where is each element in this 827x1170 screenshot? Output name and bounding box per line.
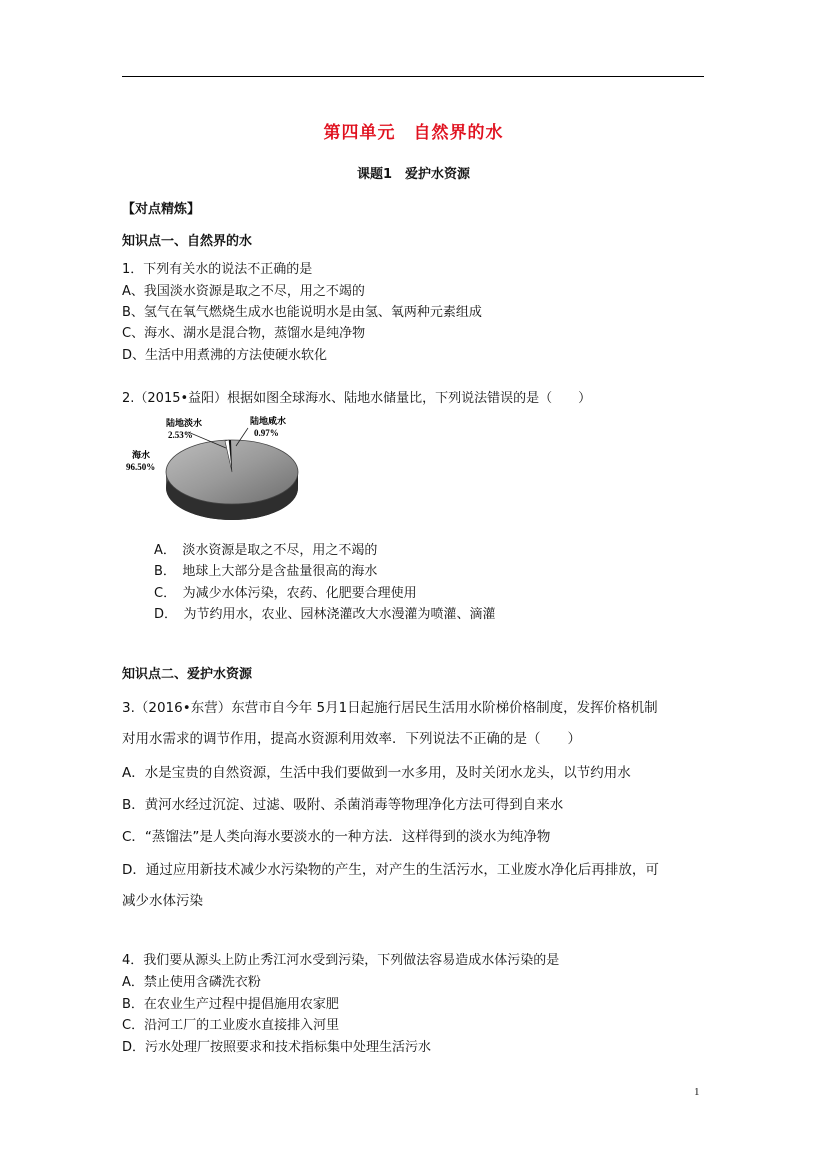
q3-option-d-line1: D．通过应用新技术减少水污染物的产生，对产生的生活污水，工业废水净化后再排放，可 bbox=[122, 862, 659, 878]
q3-option-b: B．黄河水经过沉淀、过滤、吸附、杀菌消毒等物理净化方法可得到自来水 bbox=[122, 797, 564, 813]
q4-option-a: A．禁止使用含磷洗衣粉 bbox=[122, 975, 261, 990]
kp1-heading: 知识点一、自然界的水 bbox=[122, 234, 253, 249]
header-rule bbox=[122, 76, 704, 77]
q4-option-d: D．污水处理厂按照要求和技术指标集中处理生活污水 bbox=[122, 1040, 432, 1055]
label-fresh-value: 2.53% bbox=[168, 430, 193, 440]
page-number: 1 bbox=[694, 1086, 700, 1098]
q4-stem: 4．我们要从源头上防止秀江河水受到污染，下列做法容易造成水体污染的是 bbox=[122, 953, 560, 968]
label-salt-value: 0.97% bbox=[254, 428, 279, 438]
q2-option-c: C． 为减少水体污染，农药、化肥要合理使用 bbox=[154, 586, 417, 601]
q2-option-b: B． 地球上大部分是含盐量很高的海水 bbox=[154, 564, 378, 579]
kp2-heading: 知识点二、爱护水资源 bbox=[122, 667, 253, 682]
q3-option-c: C．“蒸馏法”是人类向海水要淡水的一种方法．这样得到的淡水为纯净物 bbox=[122, 829, 551, 845]
q3-stem-line2: 对用水需求的调节作用，提高水资源利用效率．下列说法不正确的是（ ） bbox=[122, 731, 581, 747]
q1-option-d: D、生活中用煮沸的方法使硬水软化 bbox=[122, 348, 328, 363]
q2-option-a: A． 淡水资源是取之不尽，用之不竭的 bbox=[154, 543, 378, 558]
lesson-title: 课题1 爱护水资源 bbox=[356, 167, 471, 182]
q3-option-d-line2: 减少水体污染 bbox=[122, 893, 203, 909]
label-sea-name: 海水 bbox=[132, 450, 151, 460]
water-distribution-pie-chart bbox=[118, 410, 308, 535]
q4-option-b: B．在农业生产过程中提倡施用农家肥 bbox=[122, 997, 339, 1012]
unit-title: 第四单元 自然界的水 bbox=[323, 123, 504, 143]
q1-stem: 1．下列有关水的说法不正确的是 bbox=[122, 262, 313, 277]
q1-option-a: A、我国淡水资源是取之不尽，用之不竭的 bbox=[122, 284, 365, 299]
section-tag: 【对点精炼】 bbox=[122, 202, 201, 217]
label-sea-value: 96.50% bbox=[126, 462, 156, 472]
q3-stem-line1: 3.（2016•东营）东营市自今年 5月1日起施行居民生活用水阶梯价格制度，发挥价格机制 bbox=[122, 700, 658, 716]
q4-option-c: C．沿河工厂的工业废水直接排入河里 bbox=[122, 1018, 340, 1033]
q3-option-a: A．水是宝贵的自然资源，生活中我们要做到一水多用，及时关闭水龙头，以节约用水 bbox=[122, 765, 631, 781]
q2-stem: 2.（2015•益阳）根据如图全球海水、陆地水储量比，下列说法错误的是（ ） bbox=[122, 391, 592, 406]
q2-option-d: D． 为节约用水，农业、园林浇灌改大水漫灌为喷灌、滴灌 bbox=[154, 607, 496, 622]
q1-option-c: C、海水、湖水是混合物，蒸馏水是纯净物 bbox=[122, 326, 366, 341]
label-salt-name: 陆地咸水 bbox=[250, 416, 287, 426]
q1-option-b: B、氢气在氧气燃烧生成水也能说明水是由氢、氧两种元素组成 bbox=[122, 305, 482, 320]
label-fresh-name: 陆地淡水 bbox=[166, 418, 203, 428]
